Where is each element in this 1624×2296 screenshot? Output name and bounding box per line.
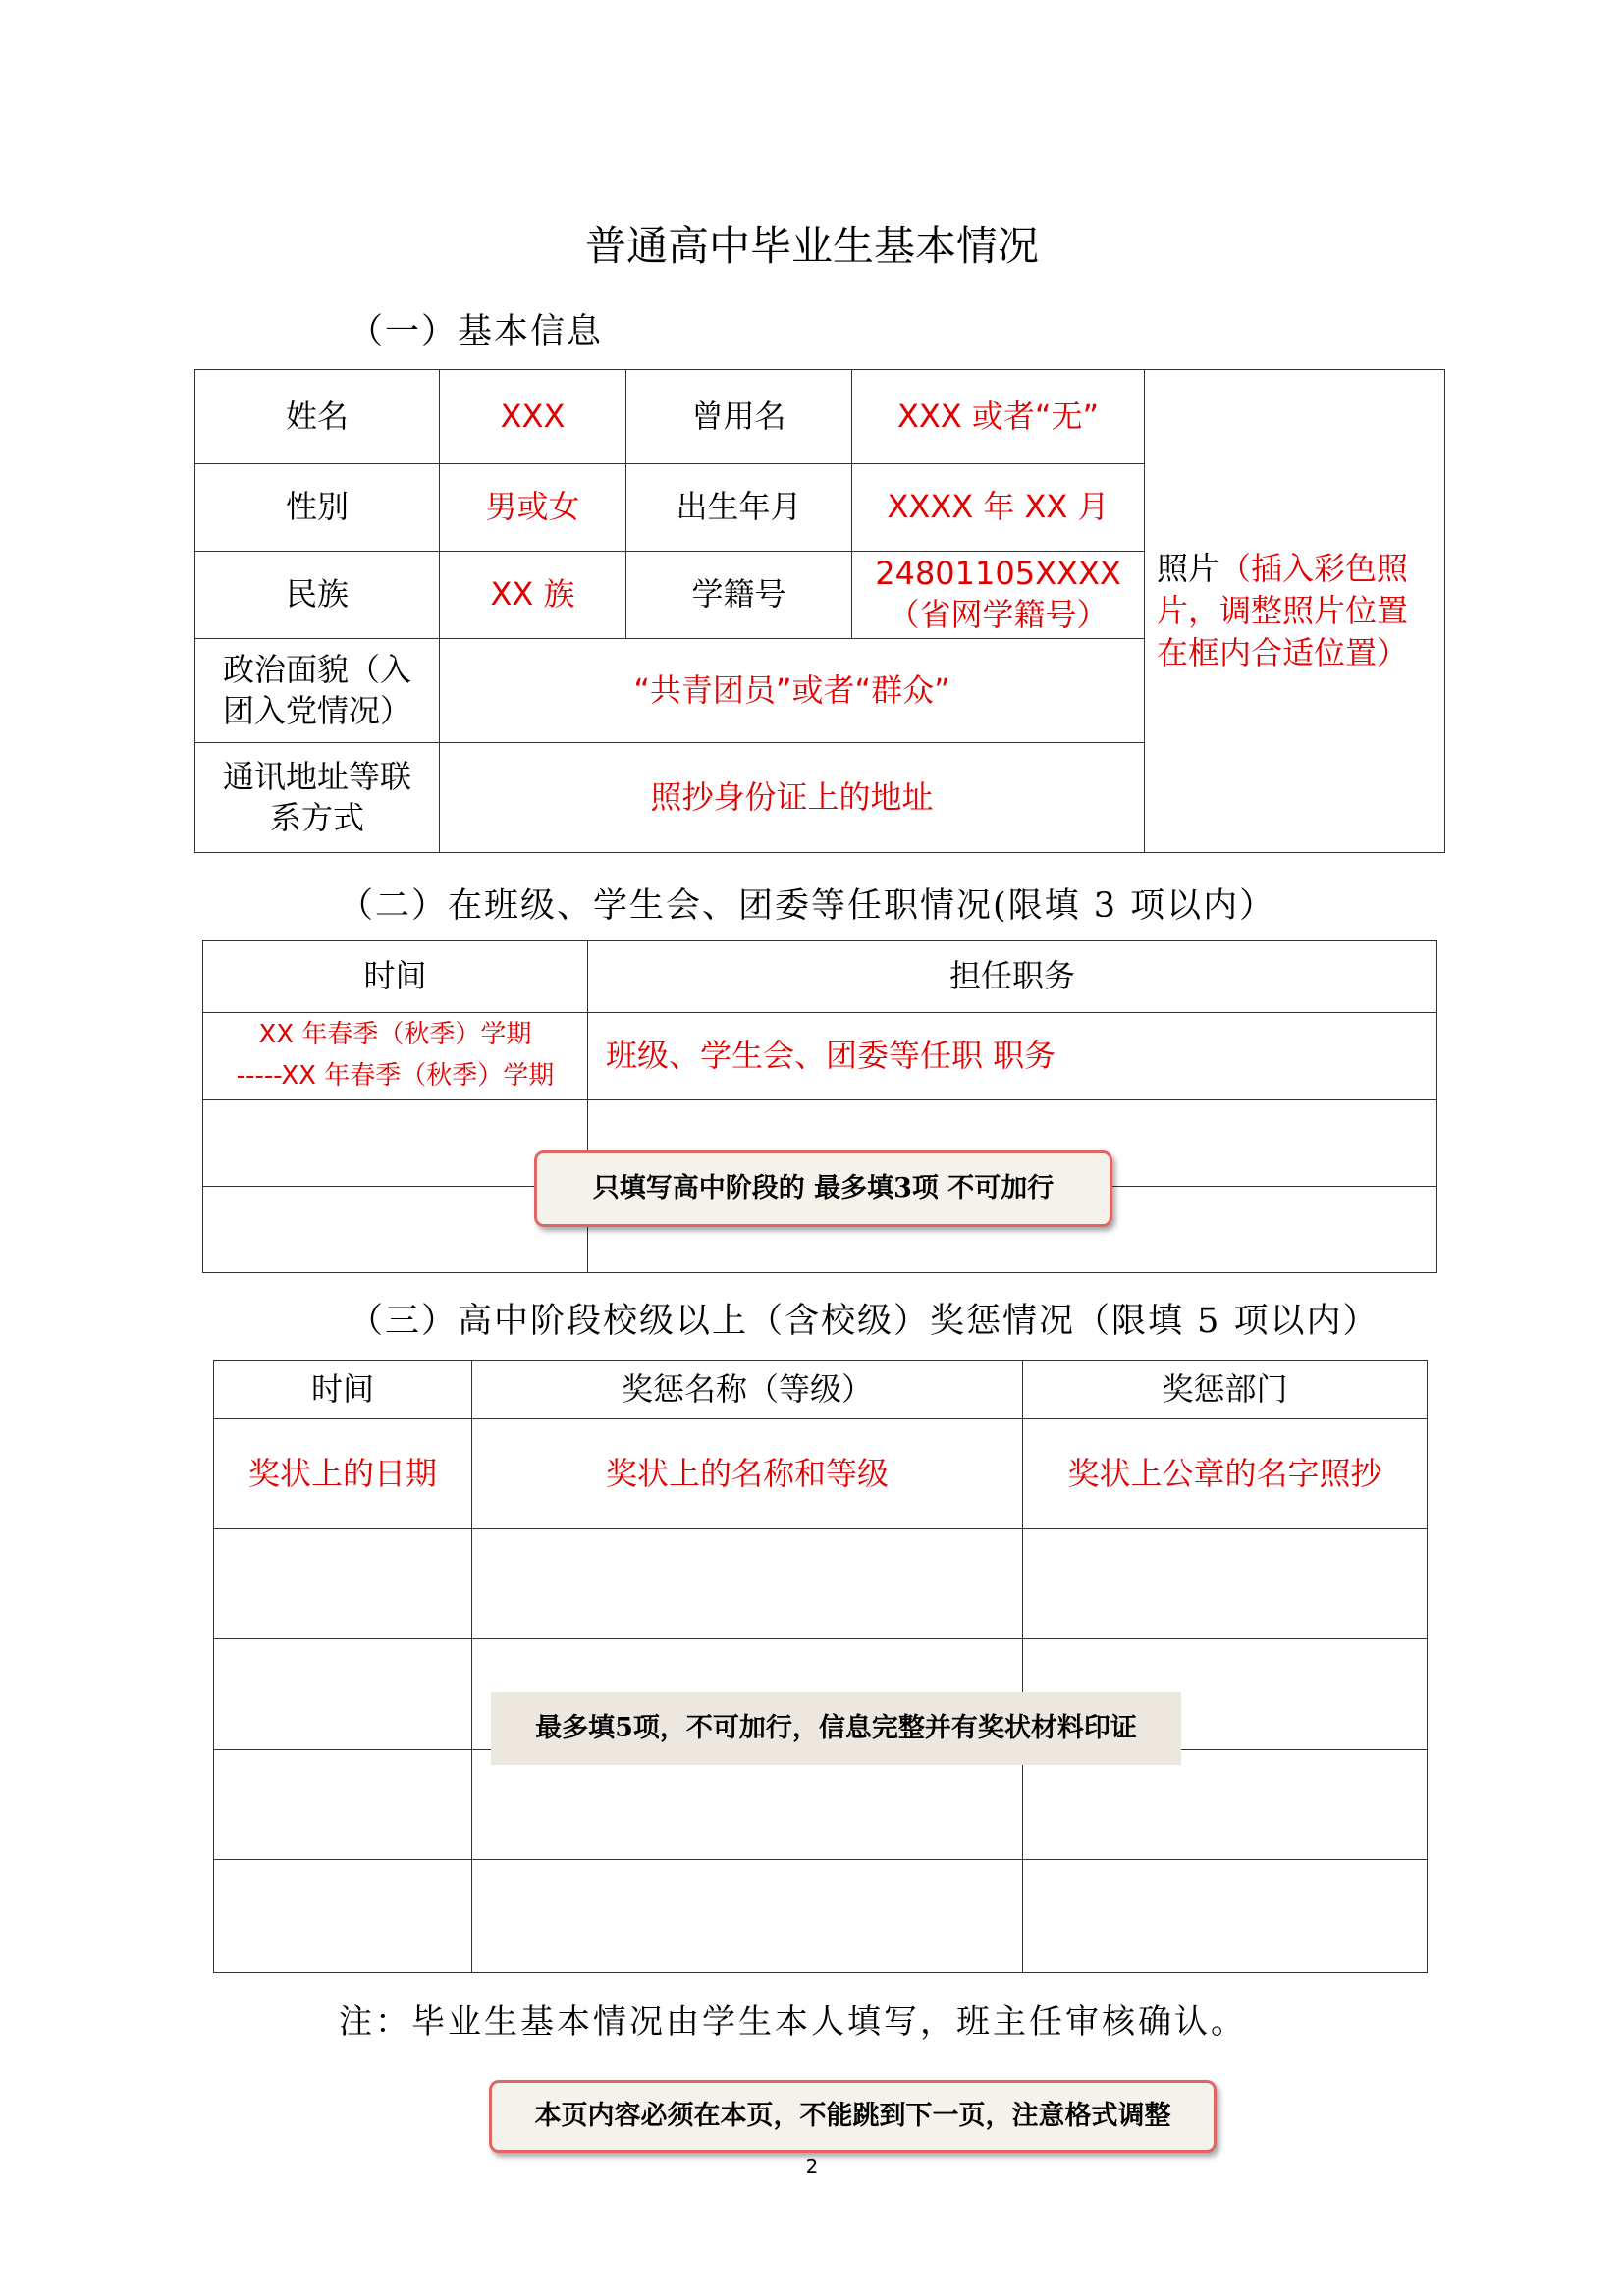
positions-row3-time[interactable] — [203, 1187, 588, 1273]
awards-row1-time[interactable]: 奖状上的日期 — [214, 1419, 472, 1529]
address-value[interactable]: 照抄身份证上的地址 — [440, 743, 1145, 853]
political-value[interactable]: “共青团员”或者“群众” — [440, 639, 1145, 743]
positions-row1-position[interactable]: 班级、学生会、团委等任职 职务 — [588, 1013, 1437, 1100]
address-label: 通讯地址等联系方式 — [195, 743, 440, 853]
awards-row1-name[interactable]: 奖状上的名称和等级 — [472, 1419, 1023, 1529]
page-title: 普通高中毕业生基本情况 — [584, 222, 1039, 270]
awards-col-name: 奖惩名称（等级） — [472, 1361, 1023, 1419]
positions-row2-time[interactable] — [203, 1100, 588, 1187]
section2-heading: （二）在班级、学生会、团委等任职情况(限填 3 项以内） — [339, 886, 1276, 926]
name-value[interactable]: XXX — [440, 370, 626, 464]
positions-row1-time[interactable] — [203, 1013, 588, 1100]
former-name-value[interactable]: XXX 或者“无” — [852, 370, 1145, 464]
positions-row1-time-line1: XX 年春季（秋季）学期 — [258, 1020, 532, 1050]
footnote: 注：毕业生基本情况由学生本人填写，班主任审核确认。 — [339, 2002, 1247, 2042]
student-id-value[interactable]: 24801105XXXX（省网学籍号） — [852, 552, 1145, 639]
awards-row2-dept[interactable] — [1023, 1529, 1428, 1639]
page-number: 2 — [805, 2155, 819, 2178]
positions-callout: 只填写高中阶段的 最多填3项 不可加行 — [534, 1150, 1112, 1227]
gender-label: 性别 — [195, 464, 440, 552]
awards-row4-dept[interactable] — [1023, 1750, 1428, 1860]
awards-row5-name[interactable] — [472, 1860, 1023, 1973]
ethnicity-value[interactable]: XX 族 — [440, 552, 626, 639]
birth-label: 出生年月 — [626, 464, 852, 552]
awards-col-dept: 奖惩部门 — [1023, 1361, 1428, 1419]
awards-callout: 最多填5项，不可加行，信息完整并有奖状材料印证 — [491, 1692, 1181, 1765]
awards-row5-dept[interactable] — [1023, 1860, 1428, 1973]
ethnicity-label: 民族 — [195, 552, 440, 639]
bottom-callout: 本页内容必须在本页，不能跳到下一页，注意格式调整 — [489, 2080, 1217, 2153]
photo-label: 照片 — [1157, 549, 1220, 587]
name-label: 姓名 — [195, 370, 440, 464]
awards-table — [213, 1360, 1428, 1973]
student-id-label: 学籍号 — [626, 552, 852, 639]
awards-row3-time[interactable] — [214, 1639, 472, 1750]
awards-row4-time[interactable] — [214, 1750, 472, 1860]
awards-row1-dept[interactable]: 奖状上公章的名字照抄 — [1023, 1419, 1428, 1529]
positions-row1-time-line2: -----XX 年春季（秋季）学期 — [236, 1061, 555, 1091]
awards-col-time: 时间 — [214, 1361, 472, 1419]
awards-row2-name[interactable] — [472, 1529, 1023, 1639]
awards-row5-time[interactable] — [214, 1860, 472, 1973]
political-label: 政治面貌（入团入党情况） — [195, 639, 440, 743]
birth-value[interactable]: XXXX 年 XX 月 — [852, 464, 1145, 552]
positions-col-time: 时间 — [203, 941, 588, 1013]
photo-hint: （插入彩色照片，调整照片位置在框内合适位置） — [1157, 549, 1409, 672]
positions-col-position: 担任职务 — [588, 941, 1437, 1013]
section3-heading: （三）高中阶段校级以上（含校级）奖惩情况（限填 5 项以内） — [349, 1302, 1380, 1341]
former-name-label: 曾用名 — [626, 370, 852, 464]
gender-value[interactable]: 男或女 — [440, 464, 626, 552]
basic-info-table — [194, 369, 1445, 853]
photo-cell[interactable] — [1145, 370, 1445, 853]
section1-heading: （一）基本信息 — [349, 312, 604, 351]
awards-row4-name[interactable] — [472, 1750, 1023, 1860]
awards-row2-time[interactable] — [214, 1529, 472, 1639]
